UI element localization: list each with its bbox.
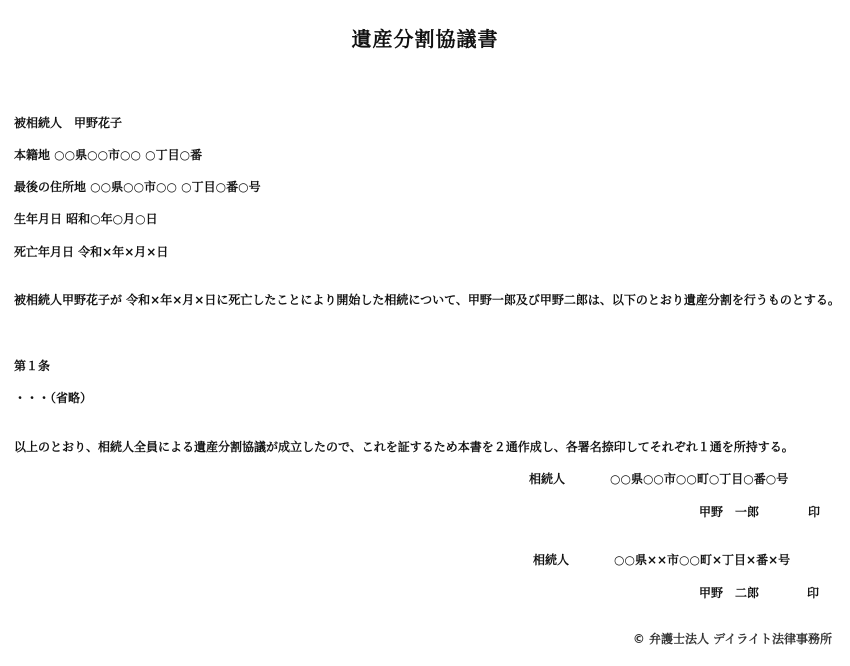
decedent-name: 被相続人 甲野花子 xyxy=(14,116,123,130)
heir-2-name: 甲野 二郎 xyxy=(699,586,760,600)
heir-1-name: 甲野 一郎 xyxy=(699,505,760,519)
heir-1-label: 相続人 xyxy=(529,472,566,486)
article-heading: 第１条 xyxy=(14,359,51,373)
heir-2-address: ○○県××市○○町×丁目×番×号 xyxy=(614,553,791,567)
omitted-text: ・・・（省略） xyxy=(14,391,93,405)
heir-1-address: ○○県○○市○○町○丁目○番○号 xyxy=(610,472,789,486)
registered-domicile: 本籍地 ○○県○○市○○ ○丁目○番 xyxy=(14,148,203,162)
copyright-footer: © 弁護士法人 デイライト法律事務所 xyxy=(632,632,832,646)
death-date: 死亡年月日 令和×年×月×日 xyxy=(14,245,169,259)
intro-paragraph: 被相続人甲野花子が 令和×年×月×日に死亡したことにより開始した相続について、甲野一郎及び甲野二郎は、以下のとおり遺産分割を行うものとする。 xyxy=(14,293,840,307)
last-address: 最後の住所地 ○○県○○市○○ ○丁目○番○号 xyxy=(14,180,261,194)
heir-2-seal: 印 xyxy=(807,586,820,600)
birth-date: 生年月日 昭和○年○月○日 xyxy=(14,212,158,226)
heir-1-seal: 印 xyxy=(808,505,821,519)
document-title: 遺産分割協議書 xyxy=(351,27,499,51)
heir-2-label: 相続人 xyxy=(533,553,570,567)
closing-paragraph: 以上のとおり、相続人全員による遺産分割協議が成立したので、これを証するため本書を２通作成し、各署名捺印してそれぞれ１通を所持する。 xyxy=(14,440,794,454)
